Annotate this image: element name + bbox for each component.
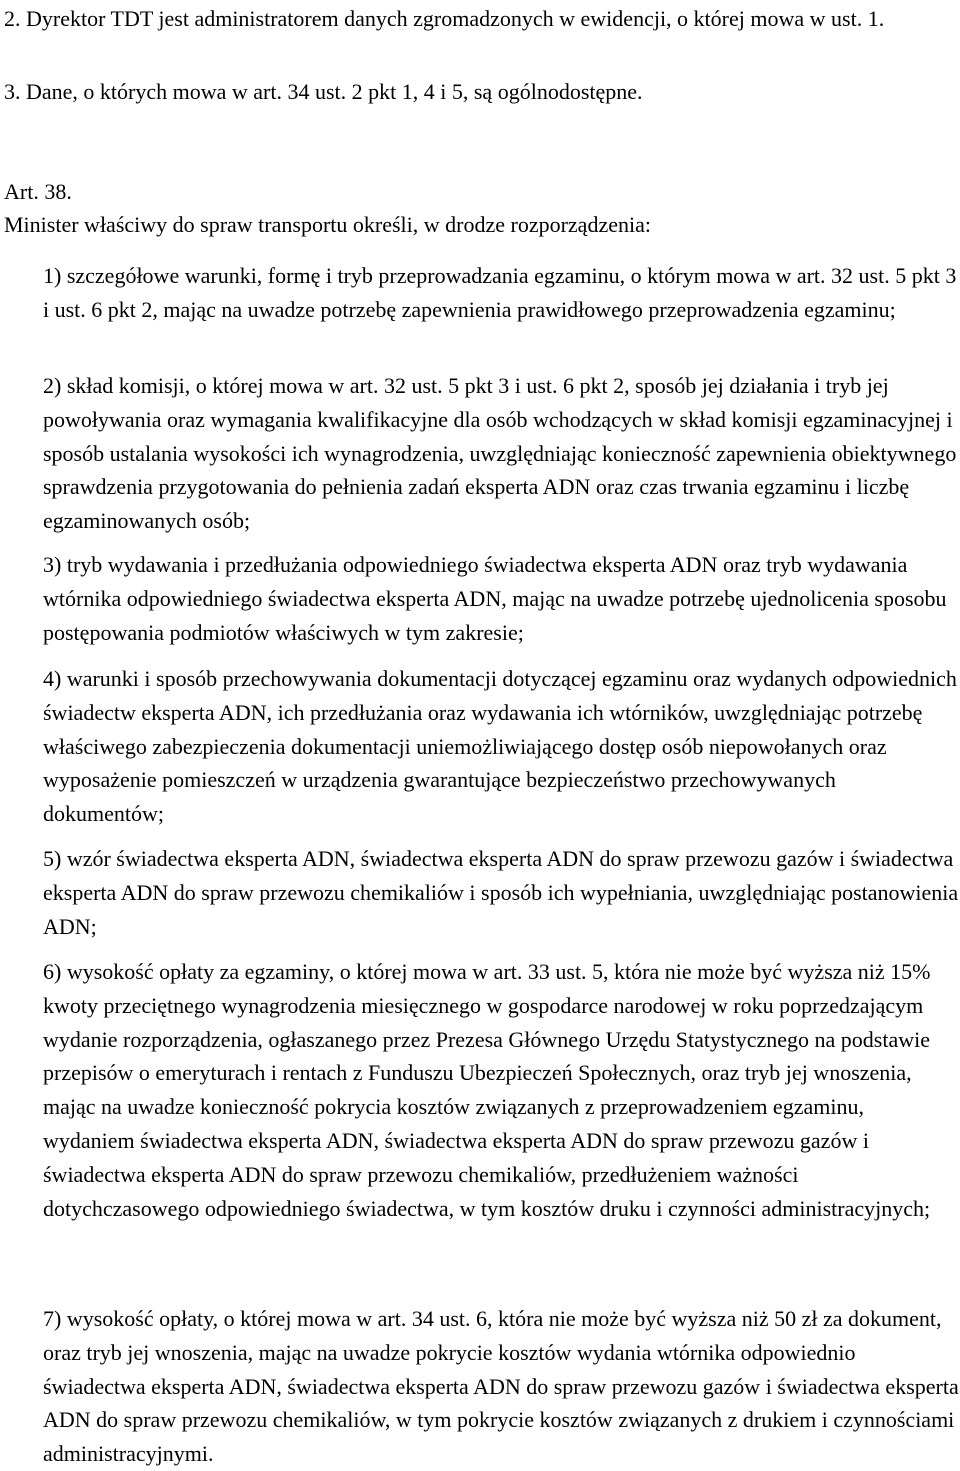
- item-text: tryb wydawania i przedłużania odpowiedniego świadectwa eksperta ADN oraz tryb wydawania wtórnika odpowiedniego świadectwa eksperta ADN, mając na uwadze potrzebę ujednolicenia sposobu postępowania podmiotów właściwych w tym zakresie;: [43, 552, 947, 645]
- paragraph-2-text: 2. Dyrektor TDT jest administratorem danych zgromadzonych w ewidencji, o której mowa w ust. 1.: [4, 6, 885, 31]
- list-item: [43, 369, 959, 538]
- article-intro: [4, 213, 651, 237]
- article-intro-text: Minister właściwy do spraw transportu określi, w drodze rozporządzenia:: [4, 212, 651, 237]
- item-text: wzór świadectwa eksperta ADN, świadectwa eksperta ADN do spraw przewozu gazów i świadectwa eksperta ADN do spraw przewozu chemikaliów i sposób ich wypełniania, uwzględniając postanowienia ADN;: [43, 846, 959, 939]
- list-item: [43, 842, 959, 943]
- item-text: wysokość opłaty za egzaminy, o której mowa w art. 33 ust. 5, która nie może być wyższa niż 15% kwoty przeciętnego wynagrodzenia miesięcznego w gospodarce narodowej w roku poprzedzającym wydanie rozporządzenia, ogłaszanego przez Prezesa Głównego Urzędu Statystycznego na podstawie przepisów o emeryturach i rentach z Funduszu Ubezpieczeń Społecznych, oraz tryb jej wnoszenia, mając na uwadze konieczność pokrycia kosztów związanych z przeprowadzeniem egzaminu, wydaniem świadectwa eksperta ADN, świadectwa eksperta ADN do spraw przewozu gazów i świadectwa eksperta ADN do spraw przewozu chemikaliów, przedłużeniem ważności dotychczasowego odpowiedniego świadectwa, w tym kosztów druku i czynności administracyjnych;: [43, 959, 931, 1221]
- article-heading: [4, 180, 72, 204]
- item-text: wysokość opłaty, o której mowa w art. 34 ust. 6, która nie może być wyższa niż 50 zł za dokument, oraz tryb jej wnoszenia, mając na uwadze pokrycie kosztów wydania wtórnika odpowiednio świadectwa eksperta ADN, świadectwa eksperta ADN do spraw przewozu gazów i świadectwa eksperta ADN do spraw przewozu chemikaliów, w tym pokrycie kosztów związanych z drukiem i czynnościami administracyjnymi.: [43, 1306, 959, 1467]
- article-heading-text: Art. 38.: [4, 179, 72, 204]
- item-text: skład komisji, o której mowa w art. 32 ust. 5 pkt 3 i ust. 6 pkt 2, sposób jej działania i tryb jej powoływania oraz wymagania kwalifikacyjne dla osób wchodzących w skład komisji egzaminacyjnej i sposób ustalania wysokości ich wynagrodzenia, uwzględniając konieczność zapewnienia obiektywnego sprawdzenia przygotowania do pełnienia zadań eksperta ADN oraz czas trwania egzaminu i liczbę egzaminowanych osób;: [43, 373, 957, 534]
- item-number: 6): [43, 959, 62, 984]
- paragraph-2: [4, 2, 960, 35]
- list-item: [43, 662, 959, 831]
- paragraph-3: [4, 80, 643, 104]
- item-text: szczegółowe warunki, formę i tryb przeprowadzania egzaminu, o którym mowa w art. 32 ust. 5 pkt 3 i ust. 6 pkt 2, mając na uwadze potrzebę zapewnienia prawidłowego przeprowadzenia egzaminu;: [43, 263, 957, 322]
- item-number: 3): [43, 552, 62, 577]
- list-item: [43, 1302, 959, 1471]
- list-item: [43, 548, 959, 649]
- item-number: 4): [43, 666, 62, 691]
- item-text: warunki i sposób przechowywania dokumentacji dotyczącej egzaminu oraz wydanych odpowiednich świadectw eksperta ADN, ich przedłużania oraz wydawania ich wtórników, uwzględniając potrzebę właściwego zabezpieczenia dokumentacji uniemożliwiającego dostęp osób niepowołanych oraz wyposażenie pomieszczeń w urządzenia gwarantujące bezpieczeństwo przechowywanych dokumentów;: [43, 666, 957, 827]
- item-number: 7): [43, 1306, 62, 1331]
- paragraph-3-text: 3. Dane, o których mowa w art. 34 ust. 2 pkt 1, 4 i 5, są ogólnodostępne.: [4, 79, 643, 104]
- item-number: 2): [43, 373, 62, 398]
- item-number: 5): [43, 846, 62, 871]
- item-number: 1): [43, 263, 62, 288]
- list-item: [43, 955, 959, 1225]
- list-item: [43, 259, 959, 327]
